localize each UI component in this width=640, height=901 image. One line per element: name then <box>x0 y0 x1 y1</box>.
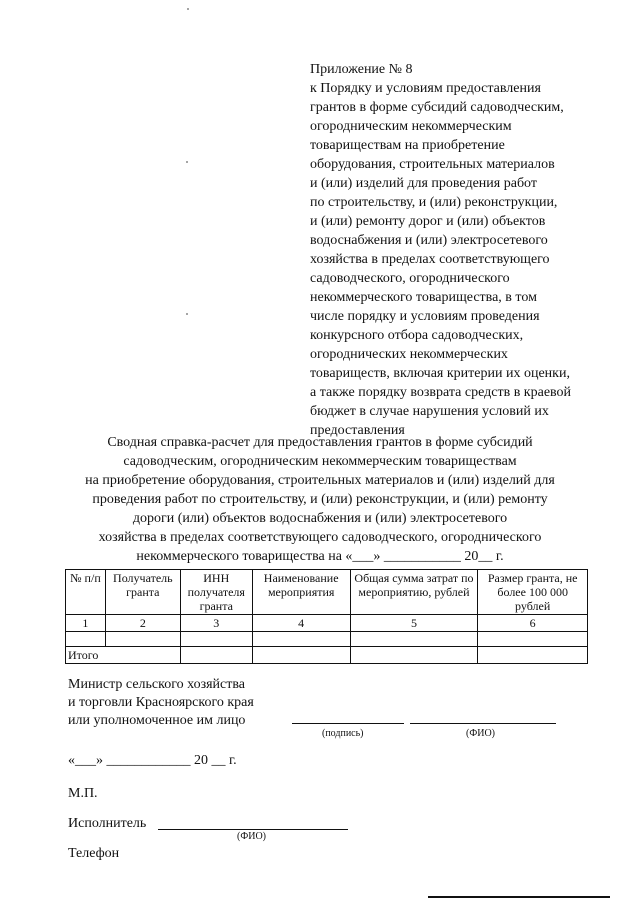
total-label: Итого <box>66 647 181 664</box>
scan-speck <box>186 313 188 315</box>
table-total-row <box>66 647 588 664</box>
appendix-line: огороднических некоммерческих <box>310 347 508 362</box>
table-cell[interactable] <box>252 632 350 647</box>
table-cell[interactable] <box>350 647 478 664</box>
appendix-line: предоставления <box>310 423 405 438</box>
appendix-line: по строительству, и (или) реконструкции, <box>310 195 558 210</box>
phone-label: Телефон <box>68 846 120 861</box>
table-cell[interactable] <box>350 632 478 647</box>
footer-rule <box>428 896 610 898</box>
table-header-row <box>66 570 588 615</box>
table-cell[interactable] <box>478 632 588 647</box>
table-cell[interactable] <box>105 632 180 647</box>
table-cell[interactable] <box>66 632 106 647</box>
grant-table <box>65 569 588 664</box>
executor-label: Исполнитель <box>68 816 147 831</box>
table-number-row <box>66 615 588 632</box>
column-number: 3 <box>180 615 252 632</box>
fio-line[interactable] <box>410 723 556 724</box>
summary-title <box>40 433 600 566</box>
minister-line: Министр сельского хозяйства <box>68 677 245 692</box>
appendix-line: и (или) изделий для проведения работ <box>310 176 537 191</box>
appendix-line: оборудования, строительных материалов <box>310 157 555 172</box>
header-cell: Общая сумма затрат по мероприятию, рублей <box>350 570 478 615</box>
table-cell[interactable] <box>180 632 252 647</box>
header-cell: Наименование мероприятия <box>252 570 350 615</box>
appendix-line: бюджет в случае нарушения условий их <box>310 404 549 419</box>
appendix-line: товариществам на приобретение <box>310 138 505 153</box>
scan-speck <box>186 161 188 163</box>
appendix-line: конкурсного отбора садоводческих, <box>310 328 524 343</box>
appendix-line: некоммерческого товарищества, в том <box>310 290 537 305</box>
fio-caption: (ФИО) <box>466 728 496 739</box>
table-row <box>66 632 588 647</box>
appendix-line: садоводческого, огороднического <box>310 271 510 286</box>
appendix-line: товариществ, включая критерии их оценки, <box>310 366 570 381</box>
summary-line: некоммерческого товарищества на «___» ___________ 20__ г. <box>136 549 504 564</box>
minister-line: и торговли Красноярского края <box>68 695 254 710</box>
table-cell[interactable] <box>252 647 350 664</box>
minister-line: или уполномоченное им лицо <box>68 713 246 728</box>
signature-caption: (подпись) <box>322 728 364 739</box>
table-cell[interactable] <box>180 647 252 664</box>
column-number: 5 <box>350 615 478 632</box>
executor-fio-line[interactable] <box>158 829 348 830</box>
scan-speck <box>187 8 189 10</box>
appendix-line: а также порядку возврата средств в краевой <box>310 385 572 400</box>
header-cell: Размер гранта, не более 100 000 рублей <box>478 570 588 615</box>
summary-line: проведения работ по строительству, и (или) реконструкции, и (или) ремонту <box>92 492 548 507</box>
appendix-line: водоснабжения и (или) электросетевого <box>310 233 548 248</box>
column-number: 6 <box>478 615 588 632</box>
minister-block <box>68 676 254 730</box>
appendix-line: к Порядку и условиям предоставления <box>310 81 541 96</box>
appendix-line: Приложение № 8 <box>310 62 413 77</box>
appendix-line: хозяйства в пределах соответствующего <box>310 252 550 267</box>
summary-line: дороги (или) объектов водоснабжения и (или) электросетевого <box>132 511 508 526</box>
header-cell: Получатель гранта <box>105 570 180 615</box>
summary-line: на приобретение оборудования, строительных материалов и (или) изделий для <box>85 473 555 488</box>
summary-line: садоводческим, огородническим некоммерческим товариществам <box>123 454 517 469</box>
header-cell: № п/п <box>66 570 106 615</box>
executor-fio-caption: (ФИО) <box>237 831 267 842</box>
column-number: 1 <box>66 615 106 632</box>
column-number: 4 <box>252 615 350 632</box>
summary-line: Сводная справка-расчет для предоставления грантов в форме субсидий <box>107 435 533 450</box>
column-number: 2 <box>105 615 180 632</box>
appendix-header <box>310 60 590 440</box>
appendix-line: числе порядку и условиям проведения <box>310 309 540 324</box>
summary-line: хозяйства в пределах соответствующего садоводческого, огороднического <box>98 530 542 545</box>
table-cell[interactable] <box>478 647 588 664</box>
appendix-line: и (или) ремонту дорог и (или) объектов <box>310 214 546 229</box>
signature-line[interactable] <box>292 723 404 724</box>
header-cell: ИНН получателя гранта <box>180 570 252 615</box>
appendix-line: грантов в форме субсидий садоводческим, <box>310 100 564 115</box>
date-line: «___» ____________ 20 __ г. <box>68 753 237 768</box>
stamp-label: М.П. <box>68 786 98 801</box>
appendix-line: огородническим некоммерческим <box>310 119 512 134</box>
